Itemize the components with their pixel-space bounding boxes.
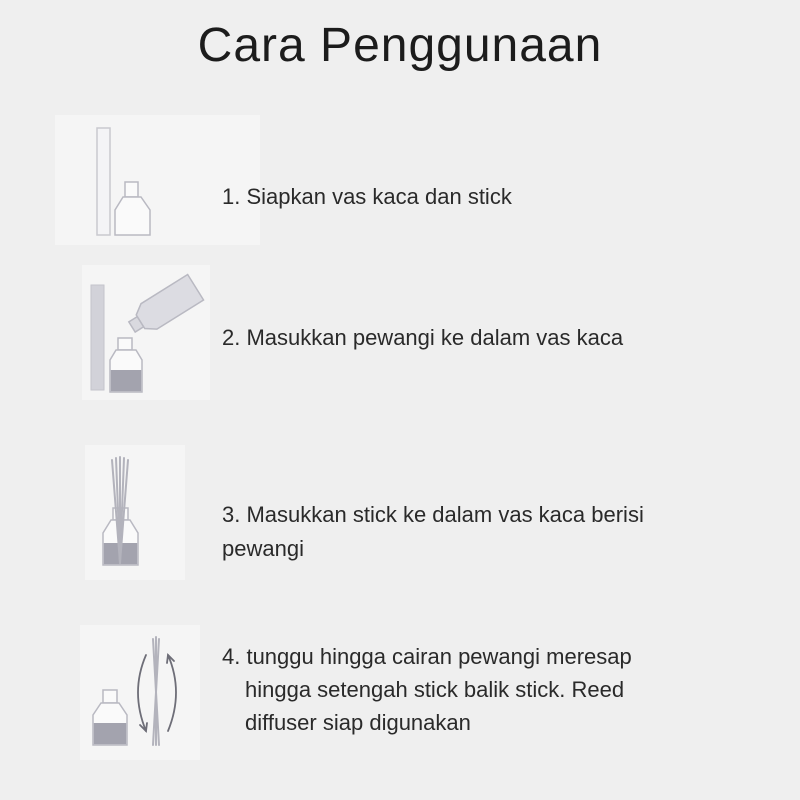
step-3-text-line-1: 3. Masukkan stick ke dalam vas kaca berisi [222,502,644,527]
glass-vase-icon [110,338,142,392]
step-1-text: 1. Siapkan vas kaca dan stick [222,184,512,209]
fragrance-bottle-icon [124,275,204,340]
reed-stick-and-glass-vase-icon [55,115,260,245]
glass-vase-icon [93,690,127,745]
glass-vase-icon [115,182,150,235]
reed-stick-icon [97,128,110,235]
step-3-text-line-2: pewangi [222,536,304,561]
fragrance-liquid [111,370,141,391]
flip-sticks-icon [80,625,200,760]
reed-sticks-icon [153,637,159,745]
reed-stick-icon [91,285,104,390]
page-title: Cara Penggunaan [197,19,603,72]
step-4-text-line-3: diffuser siap digunakan [245,710,471,735]
sticks-in-vase-icon [85,445,185,580]
pour-fragrance-into-vase-icon [82,265,210,400]
step-1-illustration [55,115,260,245]
step-4-illustration [80,625,200,760]
step-4-text-line-2: hingga setengah stick balik stick. Reed [245,677,625,702]
step-2-illustration [82,265,210,400]
step-2-text: 2. Masukkan pewangi ke dalam vas kaca [222,325,624,350]
step-4-text-line-1: 4. tunggu hingga cairan pewangi meresap [222,644,632,669]
fragrance-liquid [94,723,126,744]
step-3-illustration [85,445,185,580]
